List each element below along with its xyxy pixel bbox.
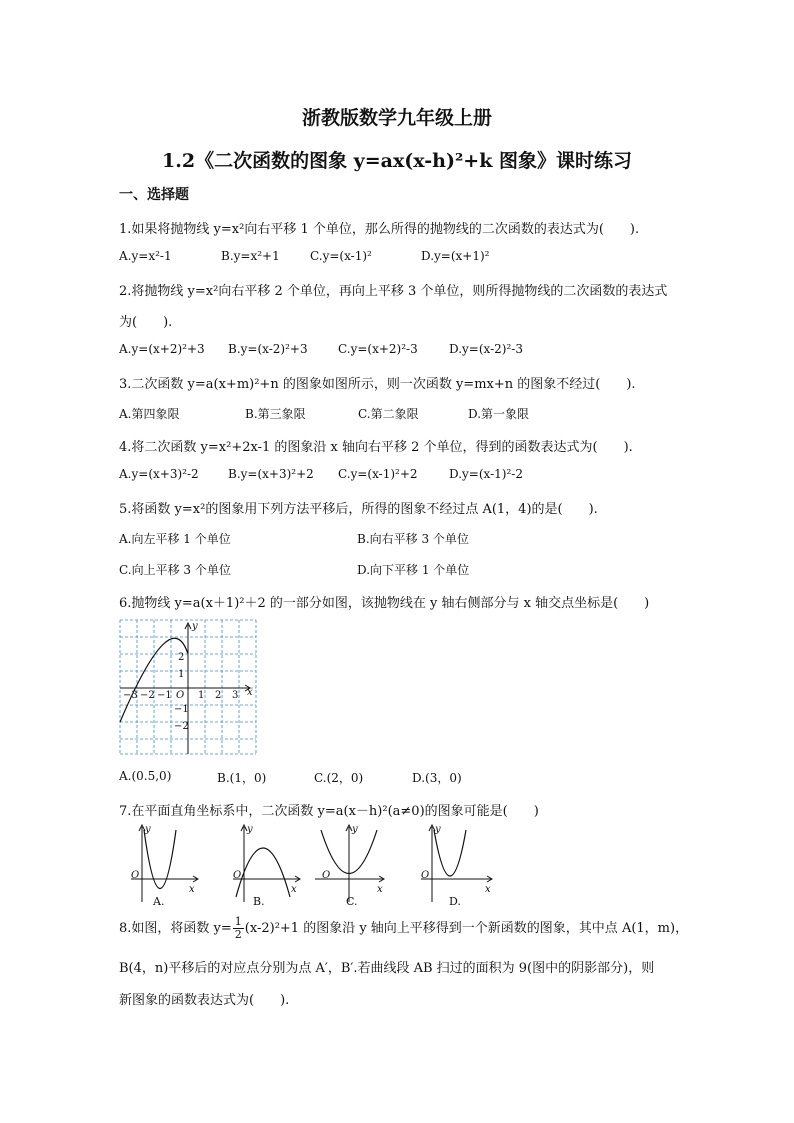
question-5: 5.将函数 y=x²的图象用下列方法平移后，所得的图象不经过点 A(1，4)的是( ). (119, 502, 598, 517)
q7-b-origin: O (233, 870, 242, 881)
q1-option-c: C.y=(x-1)² (310, 249, 372, 263)
question-8-line2: B(4，n)平移后的对应点分别为点 A′，B′.若曲线段 AB 扫过的面积为 9(图中的阴影部分)，则 (119, 961, 655, 976)
question-2-line2: 为( ). (119, 315, 173, 330)
q7-label-c: C. (346, 895, 358, 908)
q7-c-origin: O (322, 870, 331, 881)
q6-ytick-neg1: −1 (174, 704, 189, 715)
q7-d-x-label: x (485, 884, 491, 895)
page-subtitle: 1.2《二次函数的图象 y=ax(x-h)²+k 图象》课时练习 (162, 150, 632, 172)
q6-xtick-3: 3 (232, 690, 239, 701)
q8-frac-num: 1 (234, 915, 242, 928)
section-heading: 一、选择题 (119, 187, 189, 203)
q6-option-a: A.(0.5,0) (119, 769, 172, 783)
q6-x-axis-label: x (247, 687, 253, 698)
q7-label-a: A. (153, 895, 165, 908)
q6-ytick-2: 2 (178, 652, 185, 663)
q6-xtick-neg1: −1 (157, 690, 172, 701)
q4-option-b: B.y=(x+3)²+2 (228, 467, 314, 481)
q5-option-b: B.向右平移 3 个单位 (357, 532, 469, 546)
q1-option-a: A.y=x²-1 (119, 249, 172, 263)
q5-option-c: C.向上平移 3 个单位 (119, 563, 231, 577)
q7-b-y-label: y (247, 824, 253, 835)
q6-parabola-graph (119, 619, 257, 755)
q3-option-a: A.第四象限 (119, 407, 180, 421)
question-7: 7.在平面直角坐标系中，二次函数 y=a(x－h)²(a≠0)的图象可能是( ) (119, 804, 539, 819)
question-8-line3: 新图象的函数表达式为( ). (119, 993, 290, 1008)
q8-post: (x-2)²+1 的图象沿 y 轴向上平移得到一个新函数的图象，其中点 A(1，m)， (244, 921, 689, 936)
q6-ytick-1: 1 (178, 669, 185, 680)
q3-option-c: C.第二象限 (358, 407, 419, 421)
q4-option-c: C.y=(x-1)²+2 (338, 467, 418, 481)
q1-option-d: D.y=(x+1)² (421, 249, 490, 263)
question-1: 1.如果将抛物线 y=x²向右平移 1 个单位，那么所得的抛物线的二次函数的表达式为( ). (119, 222, 640, 237)
q4-option-a: A.y=(x+3)²-2 (119, 467, 199, 481)
q6-option-d: D.(3，0) (412, 771, 462, 785)
page-title: 浙教版数学九年级上册 (301, 107, 492, 129)
q5-option-d: D.向下平移 1 个单位 (357, 563, 470, 577)
question-8-line1 (119, 916, 688, 941)
q6-xtick-neg2: −2 (140, 690, 155, 701)
q7-a-y-label: y (145, 824, 151, 835)
q7-a-origin: O (131, 870, 140, 881)
q7-option-graphs (125, 822, 499, 908)
q2-option-a: A.y=(x+2)²+3 (119, 342, 205, 356)
q3-option-d: D.第一象限 (468, 407, 530, 421)
q2-option-d: D.y=(x-2)²-3 (449, 342, 523, 356)
q2-option-b: B.y=(x-2)²+3 (228, 342, 308, 356)
q7-b-x-label: x (291, 884, 297, 895)
q6-option-b: B.(1，0) (217, 771, 267, 785)
q7-label-b: B. (253, 895, 265, 908)
question-6: 6.抛物线 y=a(x＋1)²＋2 的一部分如图，该抛物线在 y 轴右侧部分与 x 轴交点坐标是( ) (119, 596, 650, 611)
q6-xtick-1: 1 (198, 690, 205, 701)
q7-c-y-label: y (352, 824, 358, 835)
q8-pre: 8.如图，将函数 y= (119, 921, 232, 936)
q6-y-axis-label: y (192, 621, 198, 632)
q8-fraction (233, 916, 244, 941)
q8-frac-den: 2 (234, 928, 242, 941)
q5-option-a: A.向左平移 1 个单位 (119, 532, 231, 546)
q7-d-y-label: y (435, 824, 441, 835)
q2-option-c: C.y=(x+2)²-3 (338, 342, 418, 356)
question-3: 3.二次函数 y=a(x+m)²+n 的图象如图所示，则一次函数 y=mx+n 的图象不经过( ). (119, 377, 636, 392)
question-4: 4.将二次函数 y=x²+2x-1 的图象沿 x 轴向右平移 2 个单位，得到的函数表达式为( ). (119, 440, 633, 455)
q6-option-c: C.(2，0) (314, 771, 364, 785)
q7-label-d: D. (449, 895, 461, 908)
q6-ytick-neg2: −2 (174, 721, 189, 732)
q1-option-b: B.y=x²+1 (221, 249, 280, 263)
q7-d-origin: O (421, 870, 430, 881)
q7-c-x-label: x (377, 884, 383, 895)
q4-option-d: D.y=(x-1)²-2 (449, 467, 523, 481)
q3-option-b: B.第三象限 (245, 407, 306, 421)
q6-xtick-2: 2 (215, 690, 222, 701)
q7-a-x-label: x (189, 884, 195, 895)
question-2-line1: 2.将抛物线 y=x²向右平移 2 个单位，再向上平移 3 个单位，则所得抛物线的二次函数的表达式 (119, 284, 668, 299)
q6-origin: O (176, 690, 185, 701)
q6-xtick-neg3: −3 (123, 690, 138, 701)
